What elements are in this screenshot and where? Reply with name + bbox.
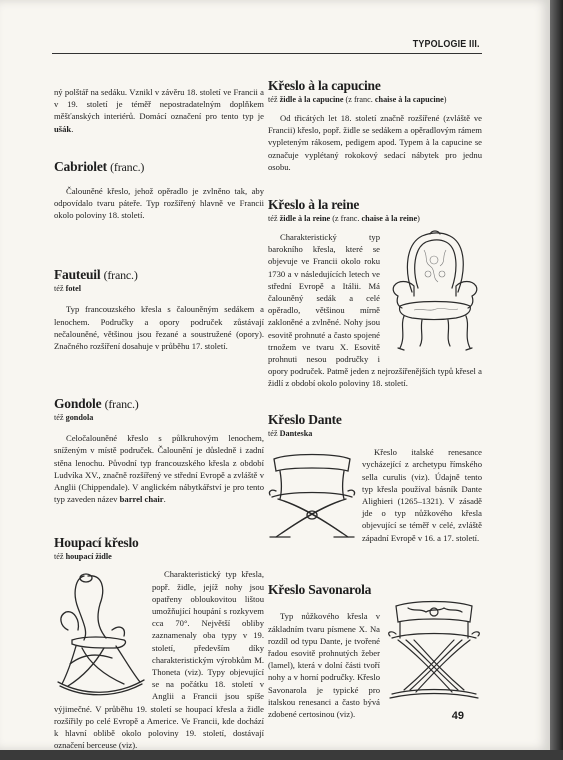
left-column — [54, 78, 264, 760]
entry-title: Gondole (franc.) — [54, 396, 139, 412]
entry-title: Křeslo à la reine — [268, 197, 360, 213]
entry-text: Od třicátých let 18. století značně rozšířené (zvláště ve Francii) křeslo, popř. židle se sedákem a opěradlovým rámem vypleteným rákosem, pedigem apod. Typem à la capucine se označuje vyplétaný rokokový sedací nábytek pro jednu osobu. — [268, 113, 482, 172]
entry-text: Charakteristický typ křesla, popř. židle, jejíž nohy jsou opatřeny obloukovitou lištou umožňující houpání s rozkyvem cca 70°. Největší obliby zaznamenaly oba typy v 19. století, především díky charakteristickým výrobkům M. Thoneta (viz). Typy objevující se na počátku 18. století v Anglii a Francii jsou spíše výjimečné. V průběhu 19. století se houpací křesla a židle rozšířily po celé Evropě a Americe. Ve Francii, kde dochází k hlavní oblibě okolo poloviny 19. století, dostávají označení berceuse (viz). — [54, 569, 264, 751]
entry-title: Houpací křeslo — [54, 535, 139, 551]
entry-text: Typ francouzského křesla s čalouněným sedákem a lenochem. Područky a opory područek zůstávají nečalouněné, většinou jsou řezané a soustružené (opory). Značného rozšíření dosahuje v průběhu 17. století. — [54, 304, 264, 352]
header-rule — [52, 53, 482, 54]
entry-synonym: též houpací židle — [54, 552, 112, 562]
intro-paragraph: ný polštář na sedáku. Vznikl v závěru 18. století ve Francii a v 19. století je téměř nepostradatelným doplňkem měšťanských interiérů. Domácí označení pro tento typ je ušák. — [54, 87, 264, 134]
entry-gondole — [54, 396, 264, 505]
entry-text: Charakteristický typ barokního křesla, které se objevuje ve Francii okolo roku 1730 a v následujících letech ve střední Evropě a Itálii. Má čalouněný sedák a celé opěradlo, většinou mírně zakloněné a zvlněné. Nohy jsou esovitě prohnuté a často spojené trnožem ve tvaru X. Esovitě prohnuti nesou područky i opory područek. Patmě jeden z nejrozšířenějších typů křesel a židlí z období okolo poloviny 18. století. — [268, 232, 482, 389]
page-number: 49 — [451, 710, 464, 722]
rocking-chair-illustration — [54, 568, 146, 698]
savonarola-chair-illustration — [386, 598, 482, 708]
entry-title: Křeslo Dante — [268, 412, 342, 428]
entry-title: Křeslo à la capucine — [268, 78, 381, 93]
entry-synonym: též židle à la reine (z franc. chaise à la reine) — [268, 214, 420, 224]
entry-fauteuil — [54, 267, 264, 352]
entry-title: Cabriolet (franc.) — [54, 158, 145, 174]
entry-title: Křeslo Savonarola — [268, 582, 372, 598]
entry-synonym: též židle à la capucine (z franc. chaise à la capucine) — [268, 95, 447, 104]
running-header: TYPOLOGIE III. — [413, 38, 480, 50]
entry-savonarola — [268, 582, 482, 728]
dante-chair-illustration — [268, 445, 356, 545]
entry-cabriolet — [54, 159, 264, 222]
armchair-a-la-reine-illustration — [386, 230, 482, 354]
entry-title: Fauteuil (franc.) — [54, 267, 138, 283]
usak-term: ušák — [54, 123, 72, 134]
entry-synonym: též gondola — [54, 413, 94, 423]
entry-synonym: též Danteska — [268, 429, 313, 439]
entry-text: Celočalouněné křeslo s půlkruhovým lenochem, sníženým v místě područek. Čalounění je důsledně i zadní stěna lenochu. Původní typ francouzského křesla z období Ludvíka XV., značně rozšířený ve střední Evropě a zvláště v Anglii (Chippendale). V anglickém nábytkářství je pro tento typ zaveden název barrel chair. — [54, 433, 264, 505]
entry-capucine — [268, 78, 482, 173]
entry-text: Typ nůžkového křesla v základním tvaru písmene X. Na rozdíl od typu Dante, je tvořené řadou esovitě prohnutých žeber (lamel), která v dolní části tvoří nohy a v horní područky. Křeslo Savonarola je typické pro italskou renesanci a často bývá zdobené certosinou (viz). — [268, 611, 380, 720]
entry-houpaci-kreslo — [54, 535, 264, 760]
right-column — [268, 78, 482, 729]
entry-synonym: též fotel — [54, 284, 82, 294]
entry-text: Čalouněné křeslo, jehož opěradlo je zvlněno tak, aby odpovídalo tvaru páteře. Typ rozšířený hlavně ve Francii okolo poloviny 18. století. — [54, 185, 264, 221]
book-edge-shadow — [550, 0, 563, 750]
entry-dante — [268, 412, 482, 552]
entry-reine — [268, 197, 482, 398]
entry-text: Křeslo italské renesance vycházející z archetypu římského sella curulis (viz). Údajně tento typ křesla používal básník Dante Alighieri (1265–1321). V zásadě jde o typ nůžkového křesla objevující se téměř v celé, zvláště západní Evropě v 16. a 17. století. — [362, 447, 482, 543]
